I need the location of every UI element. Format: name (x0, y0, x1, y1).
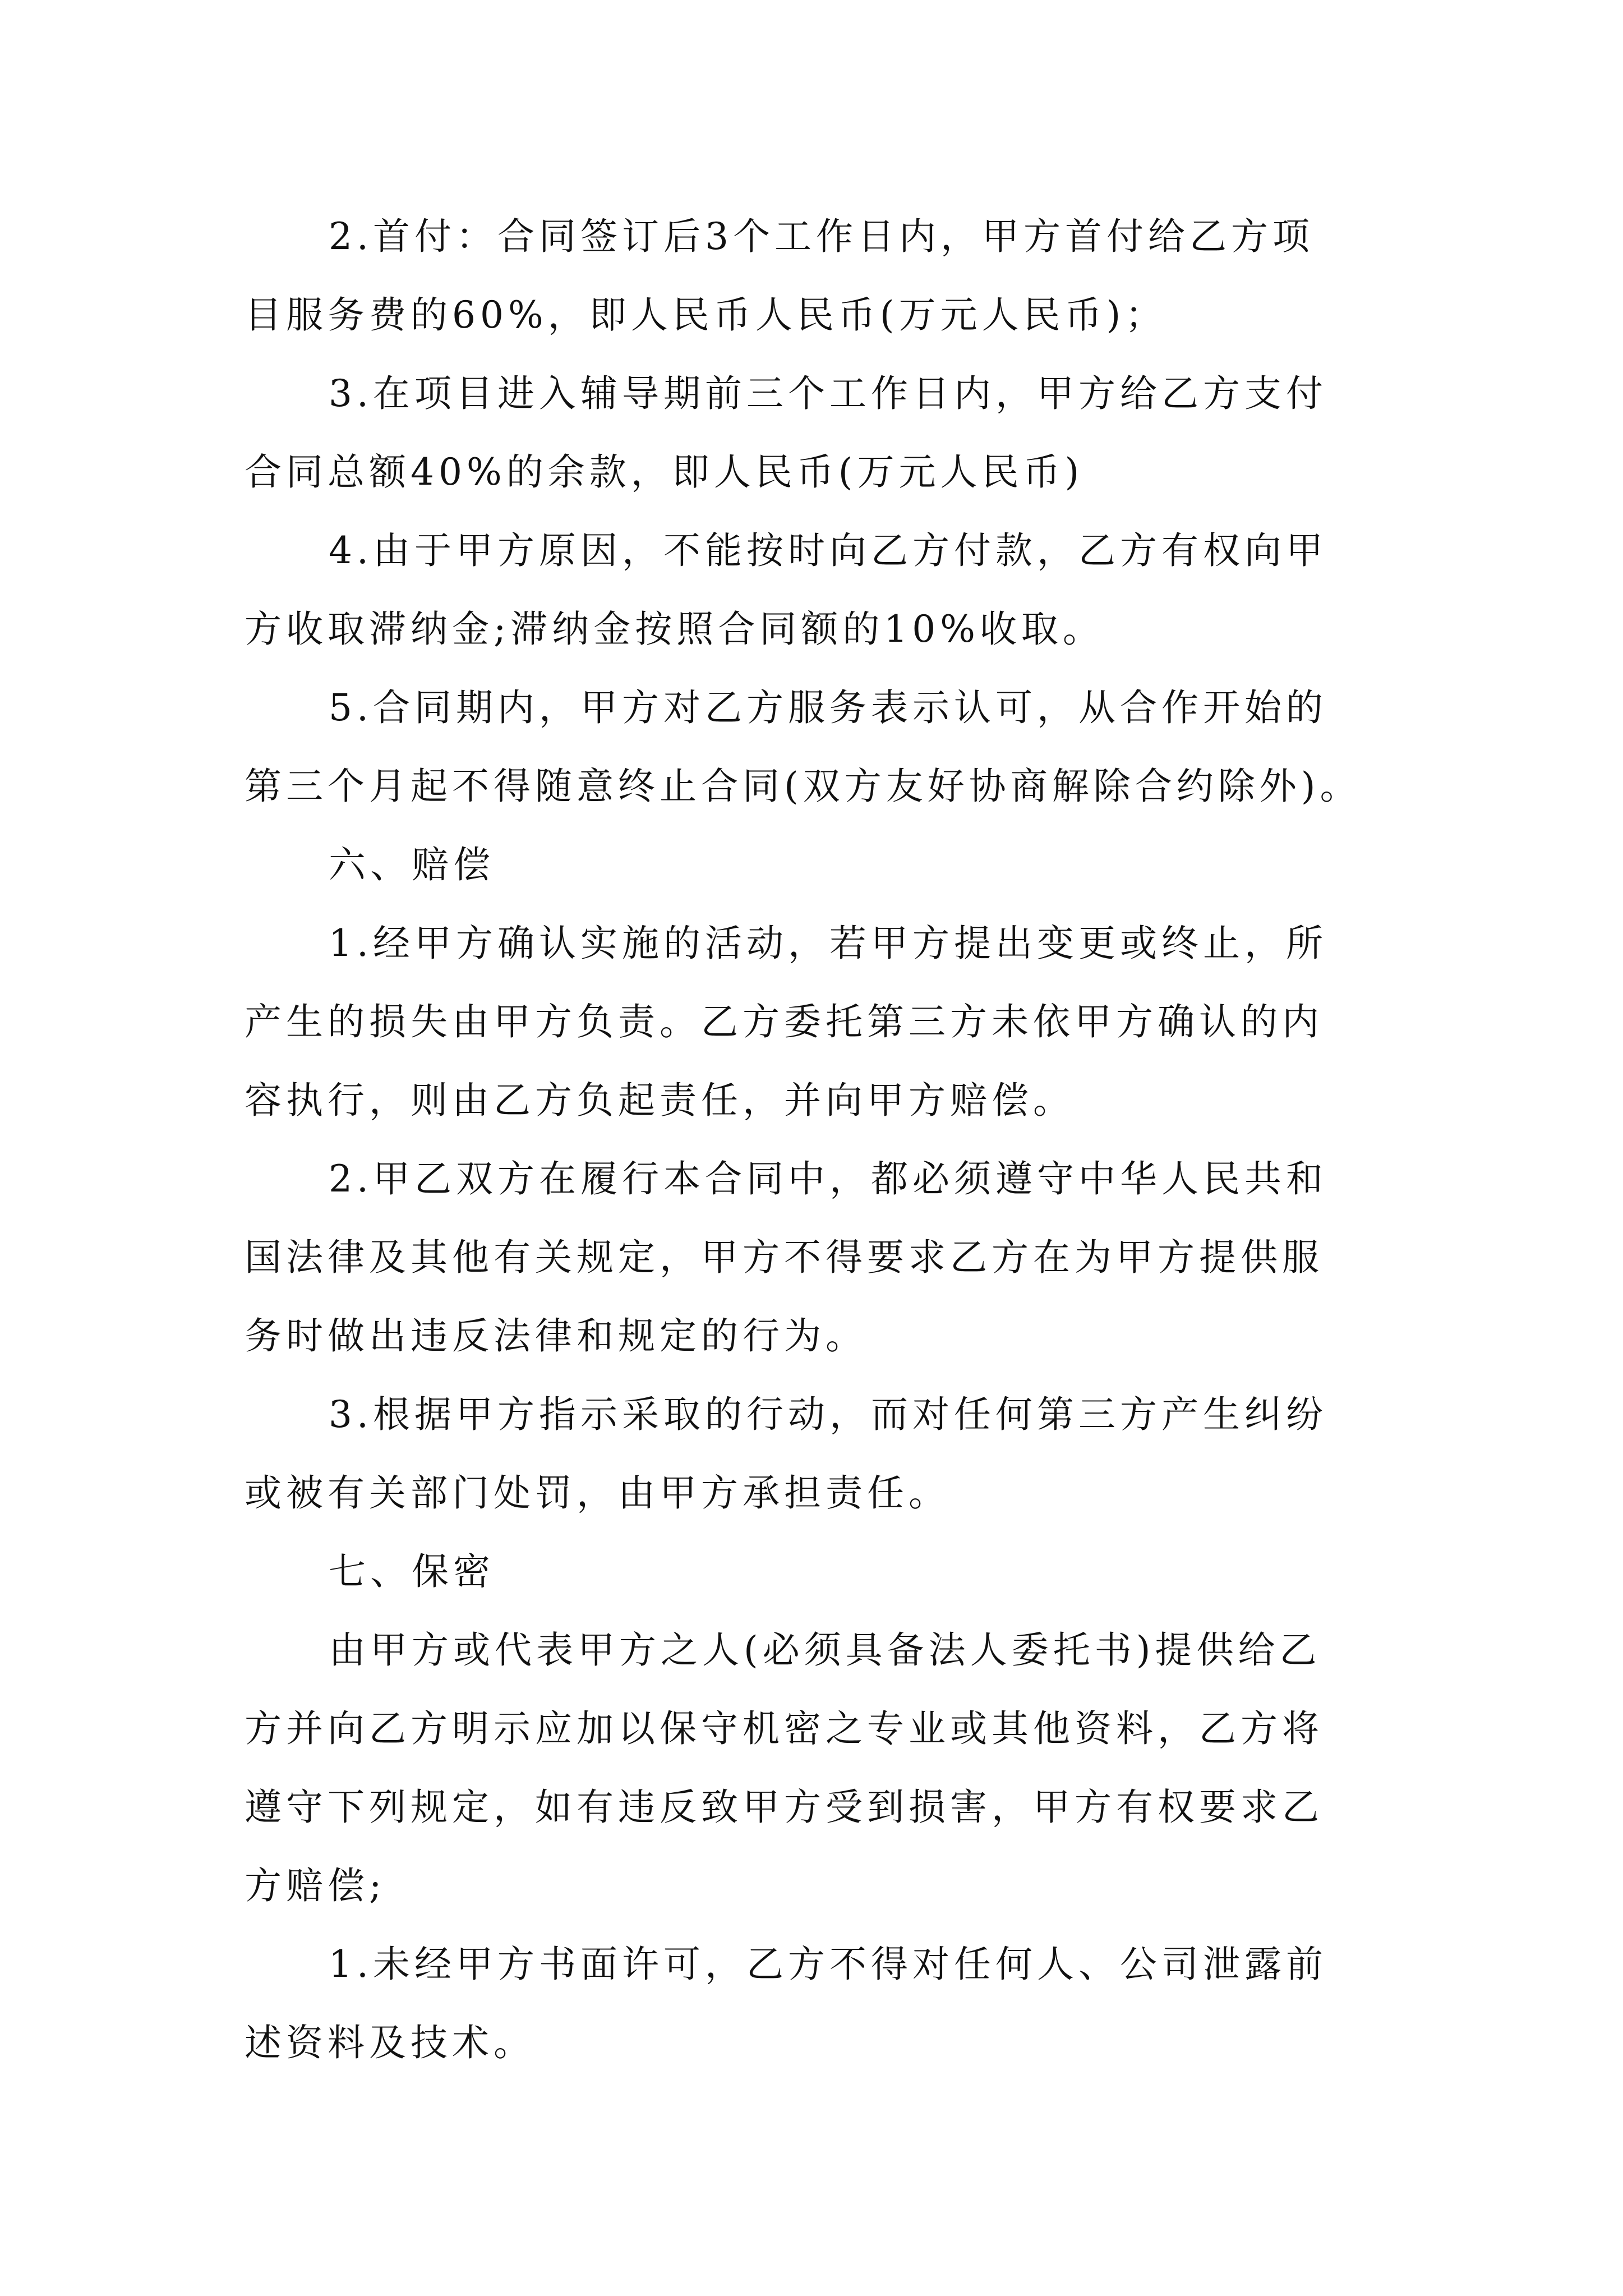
text-line: 述资料及技术。 (245, 2021, 535, 2064)
text-line: 或被有关部门处罚，由甲方承担责任。 (245, 1471, 950, 1515)
text-line: 3.在项目进入辅导期前三个工作日内，甲方给乙方支付 (329, 372, 1327, 415)
document-body (245, 197, 1400, 2082)
text-line: 由甲方或代表甲方之人(必须具备法人委托书)提供给乙 (329, 1628, 1321, 1672)
text-line: 5.合同期内，甲方对乙方服务表示认可，从合作开始的 (329, 686, 1327, 729)
text-line: 2.首付：合同签订后3个工作日内，甲方首付给乙方项 (329, 215, 1314, 258)
text-line: 目服务费的60%，即人民币人民币(万元人民币)； (245, 293, 1167, 337)
text-line: 产生的损失由甲方负责。乙方委托第三方未依甲方确认的内 (245, 1000, 1324, 1043)
text-line: 方并向乙方明示应加以保守机密之专业或其他资料，乙方将 (245, 1707, 1324, 1750)
text-line: 第三个月起不得随意终止合同(双方友好协商解除合约除外)。 (245, 765, 1362, 808)
text-line: 4.由于甲方原因，不能按时向乙方付款，乙方有权向甲 (329, 529, 1327, 572)
section-heading: 六、赔偿 (329, 843, 495, 886)
text-line: 方赔偿; (245, 1864, 386, 1907)
text-line: 务时做出违反法律和规定的行为。 (245, 1314, 867, 1358)
text-line: 方收取滞纳金;滞纳金按照合同额的10%收取。 (245, 608, 1104, 651)
text-line: 容执行，则由乙方负起责任，并向甲方赔偿。 (245, 1079, 1075, 1122)
text-line: 1.未经甲方书面许可，乙方不得对任何人、公司泄露前 (329, 1943, 1327, 1986)
text-line: 1.经甲方确认实施的活动，若甲方提出变更或终止，所 (329, 922, 1327, 965)
text-line: 2.甲乙双方在履行本合同中，都必须遵守中华人民共和 (329, 1157, 1327, 1200)
text-line: 遵守下列规定，如有违反致甲方受到损害，甲方有权要求乙 (245, 1786, 1324, 1829)
text-line: 合同总额40%的余款，即人民币(万元人民币) (245, 450, 1084, 494)
text-line: 国法律及其他有关规定，甲方不得要求乙方在为甲方提供服 (245, 1236, 1324, 1279)
text-line: 3.根据甲方指示采取的行动，而对任何第三方产生纠纷 (329, 1393, 1327, 1436)
section-heading: 七、保密 (329, 1550, 495, 1593)
